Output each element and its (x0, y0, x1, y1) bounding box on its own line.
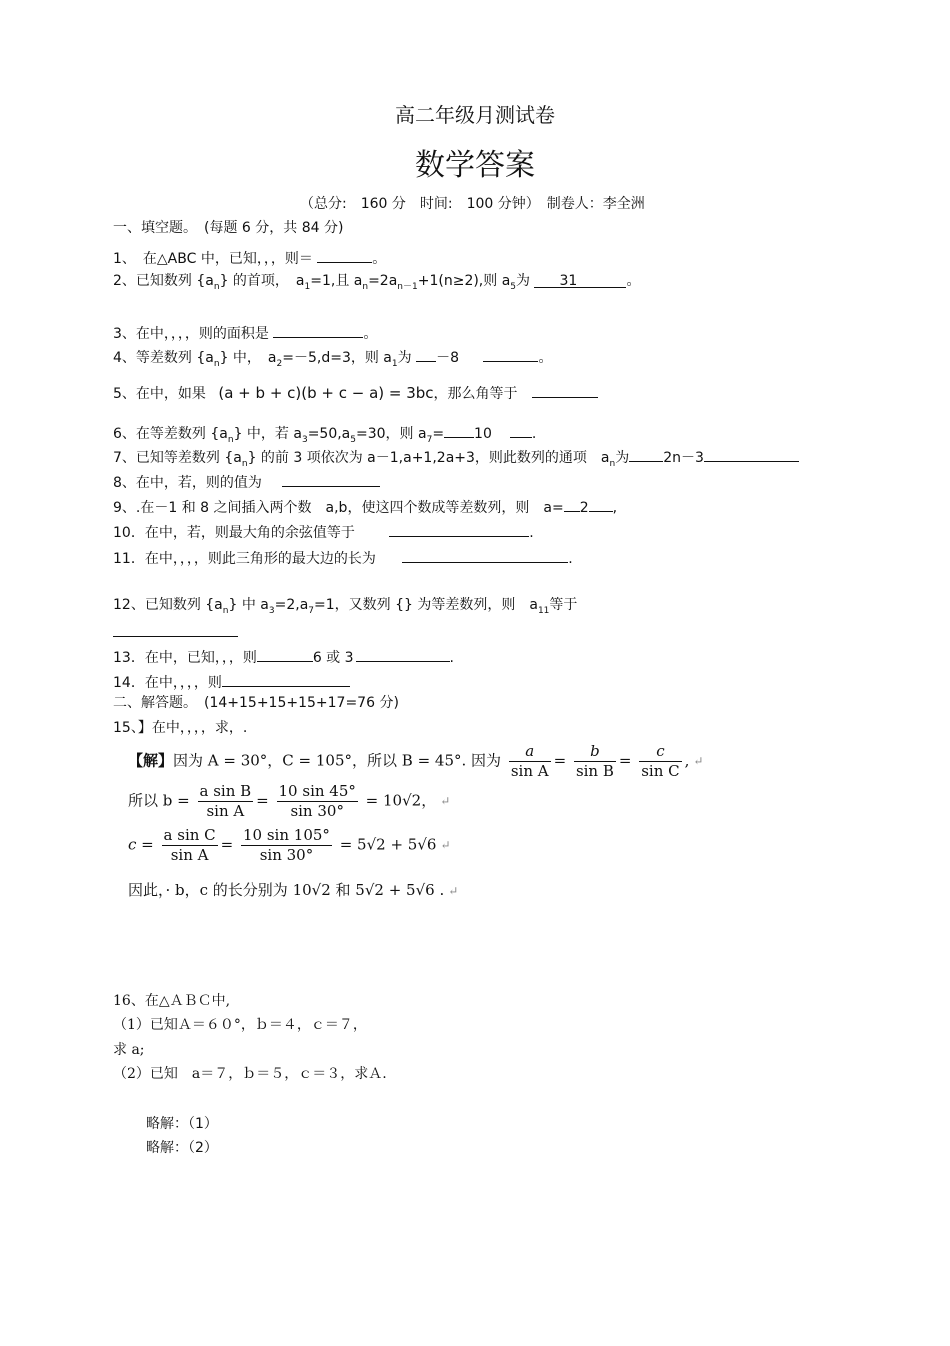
question-text: } 中 a (228, 597, 269, 613)
question-12: 12、已知数列 $\{a_n\}$ 中 $a_3=2,a_7=1$，又数列 {} 为等差数列，则 $a_{11}$等于 (113, 597, 578, 616)
answer-blank (222, 672, 350, 687)
solution-text: 因为 A = 30°，C = 105°，所以 B = 45°. 因为 (173, 751, 502, 770)
question-16-part-2: （2）已知 a＝７，ｂ＝５，ｃ＝３，求Ａ. (113, 1066, 387, 1082)
question-text: +1(n≥2),则 a (417, 273, 511, 289)
return-mark-icon: ↵ (440, 838, 451, 853)
question-text: = (432, 426, 445, 442)
page-title: 高二年级月测试卷 (395, 103, 555, 127)
question-2: 2、已知数列 $\{a_n\}$ 的首项， $a_1=1$,且 $a_n=2a_{n-1}+1(n\ge 2)$,则 $a_5$为 31 。 (113, 273, 641, 292)
question-end: 。 (538, 350, 553, 366)
question-end: 。 (363, 326, 378, 342)
question-5 (113, 383, 598, 403)
question-end: 。 (372, 251, 387, 267)
question-text: 12、已知数列 {a (113, 597, 223, 613)
question-end: , (612, 500, 618, 516)
question-13 (113, 647, 454, 667)
fraction: $\frac{b}{\text{sin B}}$ (575, 742, 614, 780)
solution-tag: 【解】 (128, 751, 174, 770)
question-text: 1、 在△ABC 中，已知，，，则＝ (113, 251, 313, 267)
answer-value: 2 (579, 500, 589, 516)
question-end: . (568, 551, 573, 567)
question-end: . (449, 650, 454, 666)
question-1 (113, 248, 386, 268)
question-4: 4、等差数列 $\{a_n\}$ 中， $a_2=-5,d=3$，则 $a_1$为 －8 。 (113, 347, 552, 370)
question-16-part-1: （1）已知Ａ＝６０°，ｂ＝４，ｃ＝７， (113, 1017, 367, 1033)
solution-text: c = (128, 835, 154, 854)
question-14 (113, 672, 350, 692)
question-7: 7、已知等差数列 $\{a_n\}$ 的前 3 项依次为 a－1,a+1,2a+3，则此数列的通项 $a_n$为 2n－3 (113, 447, 799, 470)
answer-value: 10 (474, 426, 492, 442)
section-heading-fill-in: 一、填空题。 (每题 6 分，共 84 分) (113, 220, 344, 236)
answer-value: 6 或 3 (312, 650, 354, 666)
question-8 (113, 472, 380, 492)
answer-blank (483, 347, 538, 362)
question-text: =2a (368, 273, 398, 289)
question-text: 6、在等差数列 {a (113, 426, 228, 442)
return-mark-icon: ↵ (448, 884, 459, 898)
question-9 (113, 497, 617, 517)
question-end: 。 (626, 273, 641, 289)
question-16-part-1-ask: 求 a; (113, 1042, 145, 1058)
question-text: 11．在中，，，，则此三角形的最大边的长为 (113, 551, 376, 567)
page-subtitle: 数学答案 (415, 148, 535, 183)
answer-blank (273, 323, 363, 338)
question-text: 为 (397, 350, 412, 366)
question-text: 7、已知等差数列 {a (113, 450, 242, 466)
fraction: $\frac{c}{\text{sin C}}$ (641, 742, 680, 780)
question-text: 等于 (549, 597, 578, 613)
question-text: =1，又数列 {} 为等差数列，则 a (314, 597, 538, 613)
fraction: $\frac{10 \sin 45^\circ}{\sin 30^\circ}$ (278, 782, 356, 820)
answer-blank (532, 383, 598, 398)
answer-blank (534, 273, 626, 288)
solution-text: = 5√2 + 5√6 (339, 835, 437, 854)
question-text: =2,a (274, 597, 309, 613)
fraction: $\frac{a}{\text{sin A}}$ (510, 742, 549, 780)
question-3 (113, 323, 377, 343)
answer-value: 2n－3 (663, 450, 704, 466)
answer-blank (282, 472, 380, 487)
question-16-title: 16、在△ＡＢＣ中, (113, 993, 231, 1009)
question-text: 14．在中，，，，则 (113, 675, 222, 691)
brief-solution-1: 略解：（1） (146, 1116, 218, 1132)
answer-blank (402, 548, 568, 563)
return-mark-icon: ↵ (693, 754, 704, 769)
answer-blank (389, 522, 529, 537)
fraction: $\frac{10 \sin 105^\circ}{\sin 30^\circ}$ (243, 826, 330, 864)
question-text: } 的前 3 项依次为 a－1,a+1,2a+3，则此数列的通项 a (247, 450, 610, 466)
question-6: 6、在等差数列 $\{a_n\}$ 中，若 $a_3=50,a_5=30$，则 $a_7= 10$ . (113, 423, 536, 446)
question-end: . (529, 525, 534, 541)
question-11 (113, 548, 573, 568)
answer-blank (113, 622, 238, 637)
question-end: . (531, 426, 537, 442)
return-mark-icon: ↵ (440, 794, 451, 809)
question-text: 5、在中，如果 (113, 386, 206, 402)
question-text: ，那么角等于 (433, 386, 518, 402)
solution-line-4 (128, 881, 458, 899)
fraction: $\frac{\text{a sin B}}{\text{sin A}}$ (199, 782, 252, 820)
question-text: } 中，若 a (233, 426, 302, 442)
question-text: } 中， a (219, 350, 277, 366)
question-text: } 的首项， a (219, 273, 305, 289)
answer-value: －8 (436, 350, 459, 366)
solution-text: = 10√2， (365, 791, 437, 810)
question-10 (113, 522, 534, 542)
question-text: 13．在中，已知，，，则 (113, 650, 257, 666)
solution-text: 因此，· b，c 的长分别为 10√2 和 5√2 + 5√6 . (128, 881, 445, 899)
question-text: 为 (516, 273, 531, 289)
section-heading-solve: 二、解答题。 (14+15+15+15+17=76 分) (113, 695, 399, 711)
exam-info: （总分: 160 分 时间: 100 分钟） 制卷人：李全洲 (300, 196, 645, 212)
question-text: 10．在中，若，则最大角的余弦值等于 (113, 525, 355, 541)
brief-solution-2: 略解：（2） (146, 1140, 218, 1156)
solution-line-1: 【解】因为 A = 30°，C = 105°，所以 B = 45°. 因为 $\frac{a}{\text{sin A}}$ = $\frac{b}{\text{sin B}}$ = $\frac{c}{\text{sin C}}$ , ↵ (128, 742, 704, 780)
answer-blank (704, 447, 799, 462)
question-text: =30，则 a (356, 426, 427, 442)
question-text: 9、.在－1 和 8 之间插入两个数 a,b，使这四个数成等差数列，则 a= (113, 500, 564, 516)
question-text: 为 (615, 450, 630, 466)
solution-line-2: 所以 b = $\frac{\text{a sin B}}{\text{sin A}}$ = $\frac{10 \sin 45^\circ}{\sin 30^\circ}$ = 10√2， ↵ (128, 782, 451, 820)
question-text: =－5,d=3，则 a (282, 350, 392, 366)
question-text: 2、已知数列 {a (113, 273, 214, 289)
question-text: 8、在中，若，则的值为 (113, 475, 262, 491)
fraction: $\frac{\text{a sin C}}{\text{sin A}}$ (163, 826, 216, 864)
solution-line-3: c = $\frac{\text{a sin C}}{\text{sin A}}$ = $\frac{10 \sin 105^\circ}{\sin 30^\circ}$ = 5√2 + 5√6 ↵ (128, 826, 451, 864)
answer-blank (317, 248, 372, 263)
question-text: 3、在中，，，，则的面积是 (113, 326, 269, 342)
answer-value: 31 (559, 273, 578, 289)
formula: (a + b + c)(b + c − a) = 3bc (218, 384, 434, 402)
question-text: =1,且 a (310, 273, 363, 289)
question-15: 15、】在中，，，，求，. (113, 720, 248, 736)
question-text: =50,a (307, 426, 351, 442)
solution-text: 所以 b = (128, 791, 190, 810)
question-text: 4、等差数列 {a (113, 350, 214, 366)
